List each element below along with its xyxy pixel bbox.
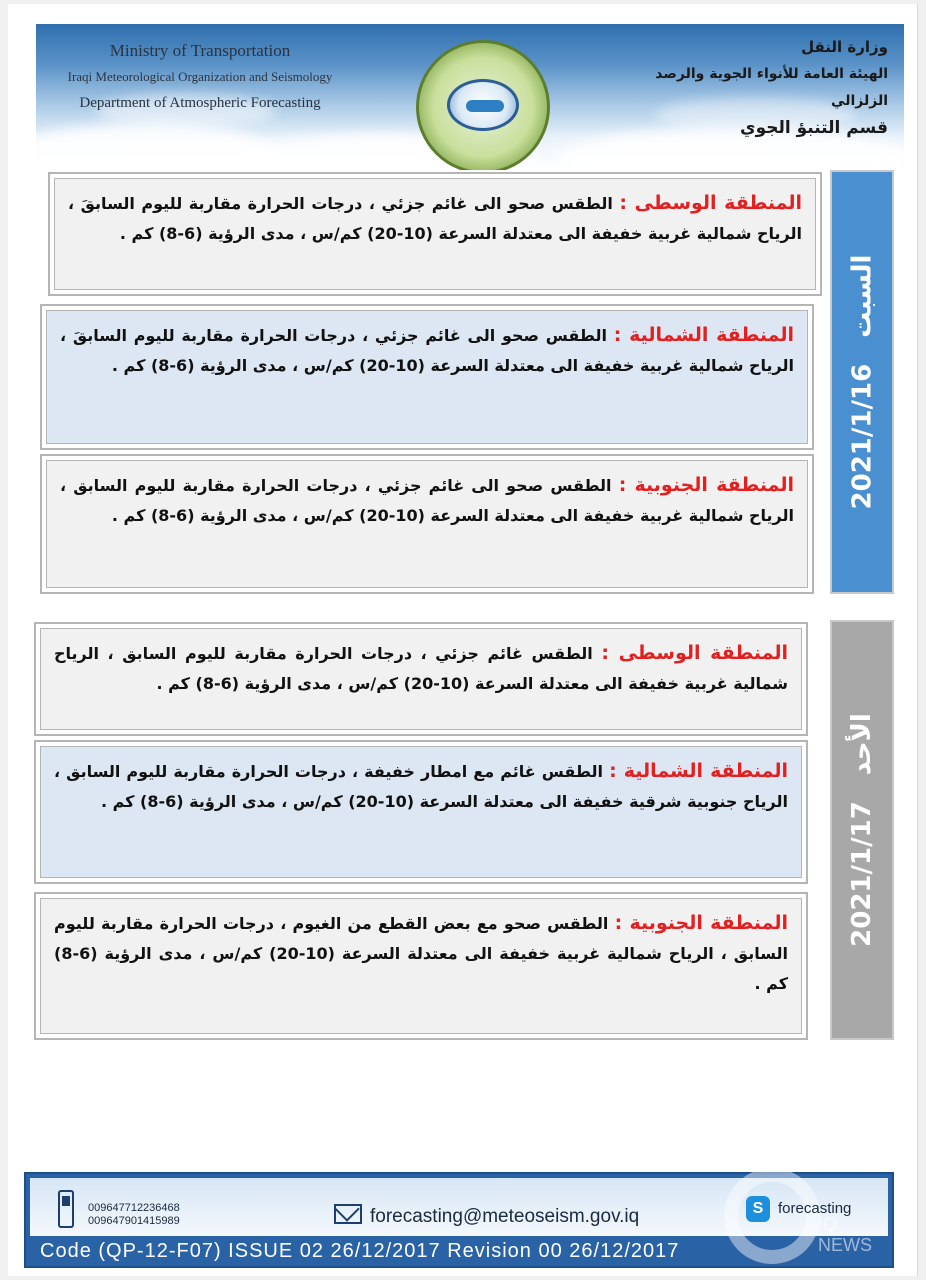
day1-sidebar — [830, 170, 894, 594]
day1-region-central — [48, 172, 822, 296]
skype-icon: S — [746, 1196, 770, 1222]
phone-number-2: 009647901415989 — [88, 1215, 180, 1227]
day1-date: 2021/1/16 — [847, 363, 878, 510]
region-name: المنطقة الشمالية : — [613, 324, 794, 346]
organization-seal-logo — [416, 40, 550, 170]
region-forecast-text: الطقس صحو الى غائم جزئي ، درجات الحرارة مقاربة لليوم السابقَ ، الرياح شمالية غربية خفيفة الى معتدلة السرعة (10-20) كم/س ، مدى الرؤية (6-8) كم . — [68, 194, 802, 243]
region-name: المنطقة الجنوبية : — [618, 474, 794, 496]
organization-name-en: Iraqi Meteorological Organization and Seismology — [67, 69, 333, 84]
footer-bar — [24, 1172, 894, 1268]
region-forecast-text: الطقس غائم جزئي ، درجات الحرارة مقاربة لليوم السابق ، الرياح شمالية غربية خفيفة الى معتدلة السرعة (10-20) كم/س ، مدى الرؤية (6-8) كم . — [54, 644, 788, 693]
region-name: المنطقة الوسطى : — [619, 192, 803, 214]
header-banner — [36, 24, 904, 170]
day2-date: 2021/1/17 — [847, 801, 878, 947]
mail-icon — [334, 1204, 362, 1224]
day2-region-central — [34, 622, 808, 736]
region-forecast-text: الطقس صحو الى غائم جزئي ، درجات الحرارة مقاربة لليوم السابق ، الرياح شمالية غربية خفيفة الى معتدلة السرعة (10-20) كم/س ، مدى الرؤية (6-8) كم . — [60, 476, 794, 525]
ministry-name-ar: وزارة النقل — [801, 38, 888, 56]
ministry-name-en: Ministry of Transportation — [109, 41, 291, 60]
seal-emblem-icon — [447, 79, 519, 131]
phone-number-1: 009647712236468 — [88, 1202, 180, 1214]
skype-handle[interactable]: forecasting — [778, 1200, 852, 1217]
watermark-text: IQ NEWS — [818, 1214, 872, 1255]
region-forecast-text: الطقس صحو مع بعض القطع من الغيوم ، درجات الحرارة مقاربة لليوم السابق ، الرياح شمالية غربية خفيفة الى معتدلة السرعة (10-20) كم/س ، مدى الرؤية (6-8) كم . — [54, 914, 788, 993]
day2-sidebar — [830, 620, 894, 1040]
header-arabic — [628, 34, 888, 142]
region-forecast-text: الطقس صحو الى غائم جزئي ، درجات الحرارة مقاربة لليوم السابقَ ، الرياح شمالية غربية خفيفة الى معتدلة السرعة (10-20) كم/س ، مدى الرؤية (6-8) كم . — [60, 326, 794, 375]
email-address[interactable]: forecasting@meteoseism.gov.iq — [370, 1206, 640, 1227]
day1-name: السبت — [847, 254, 878, 338]
day2-region-north — [34, 740, 808, 884]
region-name: المنطقة الجنوبية : — [614, 912, 788, 934]
region-forecast-text: الطقس غائم مع امطار خفيفة ، درجات الحرارة مقاربة لليوم السابق ، الرياح جنوبية شرقية خفيفة الى معتدلة السرعة (10-20) كم/س ، مدى الرؤية (6-8) كم . — [54, 762, 788, 811]
phone-numbers — [88, 1202, 180, 1228]
phone-icon — [58, 1190, 74, 1228]
region-name: المنطقة الشمالية : — [609, 760, 788, 782]
day1-region-north — [40, 304, 814, 450]
day2-region-south — [34, 892, 808, 1040]
document-code-line: Code (QP-12-F07) ISSUE 02 26/12/2017 Revision 00 26/12/2017 — [40, 1240, 680, 1262]
region-name: المنطقة الوسطى : — [601, 642, 789, 664]
organization-name-ar: الهيئة العامة للأنواء الجوية والرصد الزلزالي — [655, 66, 888, 109]
header-english — [50, 38, 350, 116]
day1-region-south — [40, 454, 814, 594]
department-name-ar: قسم التنبؤ الجوي — [740, 118, 888, 138]
day2-name: الأحد — [847, 713, 878, 776]
department-name-en: Department of Atmospheric Forecasting — [79, 95, 321, 111]
